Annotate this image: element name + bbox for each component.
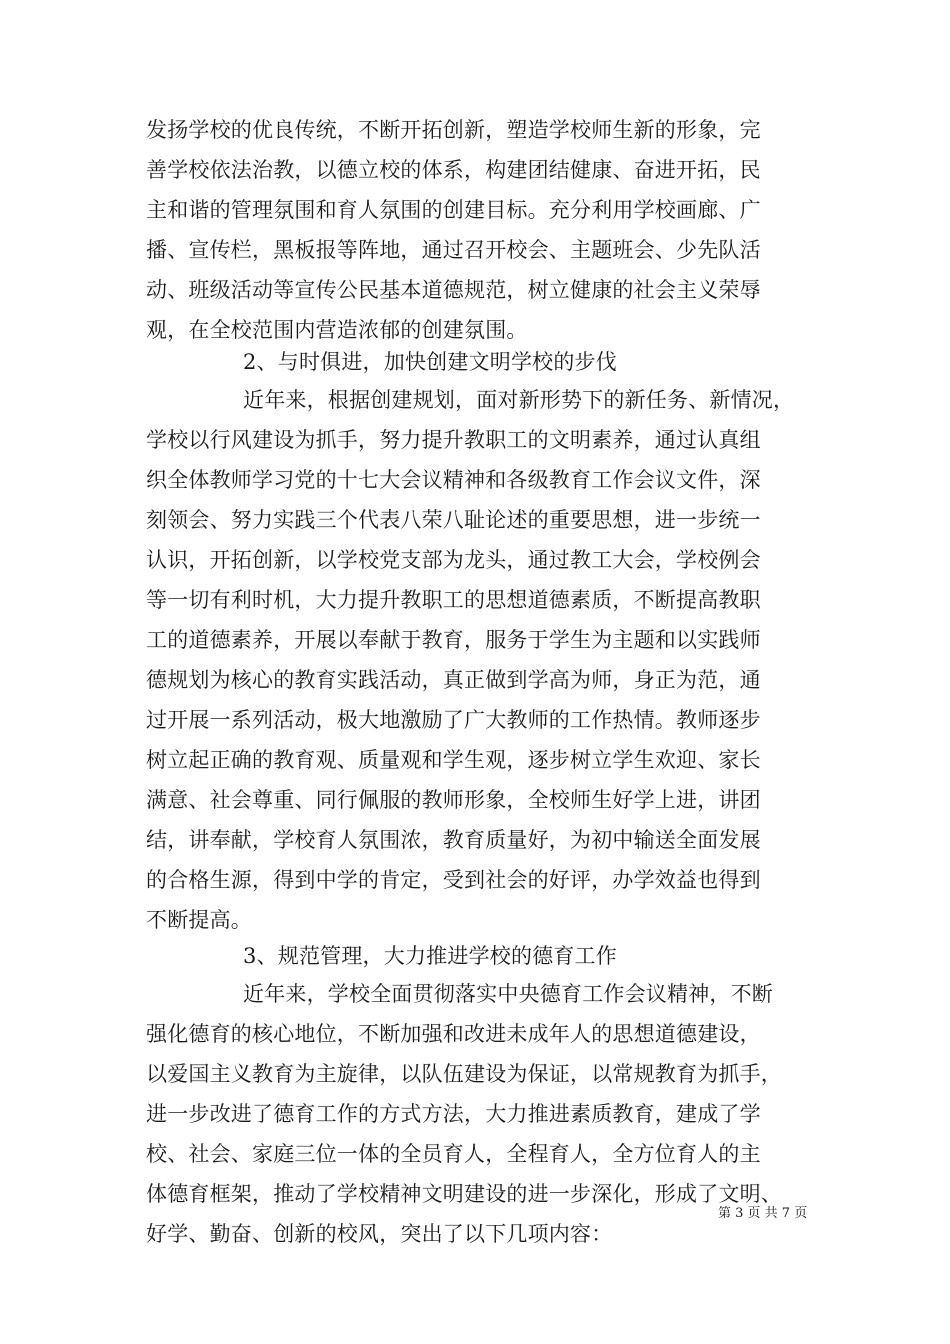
text-line: 结，讲奉献，学校育人氛围浓，教育质量好，为初中输送全面发展 [146,828,761,852]
text-line: 工的道德素养，开展以奉献于教育，服务于学生为主题和以实践师 [146,628,761,652]
text-line: 好学、勤奋、创新的校风，突出了以下几项内容： [146,1222,613,1246]
text-line: 观，在全校范围内营造浓郁的创建氛围。 [146,318,528,342]
text-line: 动、班级活动等宣传公民基本道德规范，树立健康的社会主义荣辱 [146,278,761,302]
text-line: 过开展一系列活动，极大地激励了广大教师的工作热情。教师逐步 [146,708,761,732]
text-line: 等一切有利时机，大力提升教职工的思想道德素质，不断提高教职 [146,588,761,612]
page-number: 第 3 页 共 7 页 [718,1206,808,1221]
text-line: 德规划为核心的教育实践活动，真正做到学高为师，身正为范，通 [146,668,761,692]
text-line: 强化德育的核心地位，不断加强和改进未成年人的思想道德建设， [146,1022,761,1046]
text-line: 刻领会、努力实践三个代表八荣八耻论述的重要思想，进一步统一 [146,508,761,532]
text-line: 播、宣传栏，黑板报等阵地，通过召开校会、主题班会、少先队活 [146,238,761,262]
text-line: 以爱国主义教育为主旋律，以队伍建设为保证，以常规教育为抓手， [146,1062,782,1086]
text-line: 认识，开拓创新，以学校党支部为龙头，通过教工大会，学校例会 [146,548,761,572]
section-heading: 3、规范管理，大力推进学校的德育工作 [243,944,617,968]
text-line: 进一步改进了德育工作的方式方法，大力推进素质教育，建成了学 [146,1102,761,1126]
text-line: 织全体教师学习党的十七大会议精神和各级教育工作会议文件，深 [146,468,761,492]
text-line: 学校以行风建设为抓手，努力提升教职工的文明素养，通过认真组 [146,428,761,452]
text-line: 校、社会、家庭三位一体的全员育人，全程育人，全方位育人的主 [146,1142,761,1166]
text-line: 不断提高。 [146,908,252,932]
text-line: 的合格生源，得到中学的肯定，受到社会的好评，办学效益也得到 [146,868,761,892]
text-line: 善学校依法治教，以德立校的体系，构建团结健康、奋进开拓，民 [146,158,761,182]
text-line: 体德育框架，推动了学校精神文明建设的进一步深化，形成了文明、 [146,1182,782,1206]
text-line: 发扬学校的优良传统，不断开拓创新，塑造学校师生新的形象，完 [146,118,761,142]
paragraph-first-line: 近年来，根据创建规划，面对新形势下的新任务、新情况， [243,388,795,412]
text-line: 主和谐的管理氛围和育人氛围的创建目标。充分利用学校画廊、广 [146,198,761,222]
text-line: 满意、社会尊重、同行佩服的教师形象，全校师生好学上进，讲团 [146,788,761,812]
section-heading: 2、与时俱进，加快创建文明学校的步伐 [243,350,617,374]
paragraph-first-line: 近年来，学校全面贯彻落实中央德育工作会议精神，不断 [243,982,773,1006]
text-line: 树立起正确的教育观、质量观和学生观，逐步树立学生欢迎、家长 [146,748,761,772]
